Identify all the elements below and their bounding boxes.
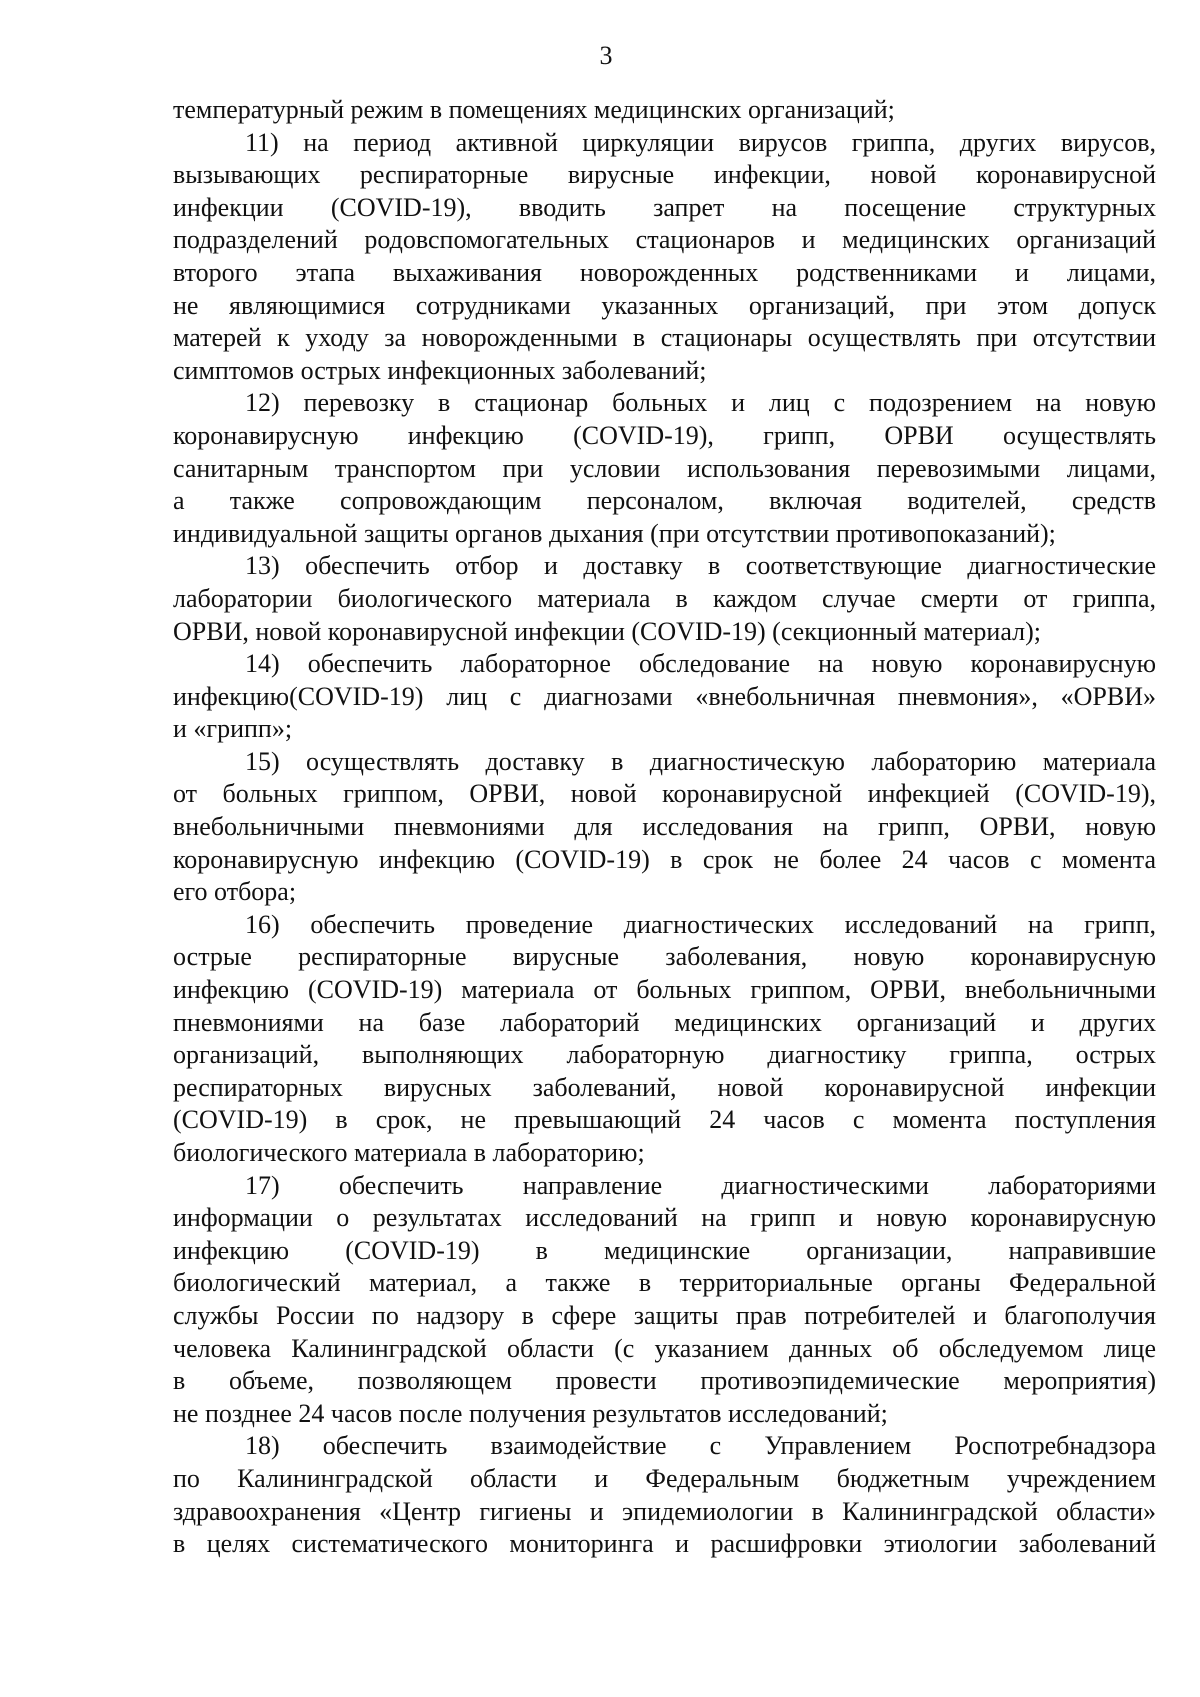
- text-line: 17) обеспечить направление диагностическими лабораториями: [245, 1170, 1156, 1200]
- text-line: биологический материал, а также в территориальные органы Федеральной: [173, 1268, 1156, 1298]
- text-line: биологического материала в лабораторию;: [173, 1138, 645, 1167]
- text-line: в объеме, позволяющем провести противоэпидемические мероприятия): [173, 1366, 1156, 1396]
- text-line: 16) обеспечить проведение диагностических исследований на грипп,: [245, 909, 1156, 939]
- text-line: вызывающих респираторные вирусные инфекции, новой коронавирусной: [173, 160, 1156, 190]
- text-line: ОРВИ, новой коронавирусной инфекции (COVID-19) (секционный материал);: [173, 616, 1041, 646]
- text-line: матерей к уходу за новорожденными в стационары осуществлять при отсутствии: [173, 323, 1156, 353]
- text-line: инфекцию (COVID-19) материала от больных гриппом, ОРВИ, внебольничными: [173, 975, 1156, 1005]
- text-line: 15) осуществлять доставку в диагностическую лабораторию материала: [245, 746, 1156, 776]
- text-line: по Калининградской области и Федеральным бюджетным учреждением: [173, 1463, 1156, 1493]
- text-line: его отбора;: [173, 877, 297, 907]
- text-line: 14) обеспечить лабораторное обследование на новую коронавирусную: [245, 649, 1156, 679]
- text-line: а также сопровождающим персоналом, включая водителей, средств: [173, 486, 1156, 516]
- text-line: инфекции (COVID-19), вводить запрет на посещение структурных: [173, 192, 1156, 222]
- text-line: 12) перевозку в стационар больных и лиц с подозрением на новую: [245, 388, 1156, 418]
- text-line: службы России по надзору в сфере защиты прав потребителей и благополучия: [173, 1300, 1156, 1330]
- text-line: 11) на период активной циркуляции вирусов гриппа, других вирусов,: [245, 127, 1156, 157]
- text-line: второго этапа выхаживания новорожденных родственниками и лицами,: [173, 257, 1156, 287]
- text-line: пневмониями на базе лабораторий медицинских организаций и других: [173, 1007, 1156, 1037]
- text-line: лаборатории биологического материала в каждом случае смерти от гриппа,: [173, 583, 1156, 613]
- text-line: (COVID-19) в срок, не превышающий 24 часов с момента поступления: [173, 1105, 1156, 1135]
- text-line: человека Калининградской области (с указанием данных об обследуемом лице: [173, 1333, 1156, 1363]
- text-line: респираторных вирусных заболеваний, новой коронавирусной инфекции: [173, 1072, 1156, 1102]
- text-line: не позднее 24 часов после получения результатов исследований;: [173, 1398, 888, 1428]
- text-line: острые респираторные вирусные заболевания, новую коронавирусную: [173, 942, 1156, 972]
- text-line: внебольничными пневмониями для исследования на грипп, ОРВИ, новую: [173, 812, 1156, 842]
- text-line: организаций, выполняющих лабораторную диагностику гриппа, острых: [173, 1040, 1156, 1070]
- text-line: инфекцию (COVID-19) в медицинские организации, направившие: [173, 1235, 1156, 1265]
- text-line: 13) обеспечить отбор и доставку в соответствующие диагностические: [245, 551, 1156, 581]
- document-body: [173, 94, 1156, 1561]
- text-line: 18) обеспечить взаимодействие с Управлением Роспотребнадзора: [245, 1431, 1156, 1461]
- page-number: 3: [599, 41, 613, 70]
- text-line: не являющимися сотрудниками указанных организаций, при этом допуск: [173, 290, 1156, 320]
- text-line: коронавирусную инфекцию (COVID-19) в срок не более 24 часов с момента: [173, 844, 1156, 874]
- text-line: подразделений родовспомогательных стационаров и медицинских организаций: [173, 225, 1156, 255]
- text-line: здравоохранения «Центр гигиены и эпидемиологии в Калининградской области»: [173, 1496, 1156, 1526]
- text-line: санитарным транспортом при условии использования перевозимыми лицами,: [173, 453, 1156, 483]
- text-line: индивидуальной защиты органов дыхания (при отсутствии противопоказаний);: [173, 518, 1056, 548]
- text-line: симптомов острых инфекционных заболеваний;: [173, 355, 707, 385]
- text-line: в целях систематического мониторинга и расшифровки этиологии заболеваний: [173, 1529, 1156, 1559]
- text-line: и «грипп»;: [173, 714, 293, 744]
- text-line: информации о результатах исследований на грипп и новую коронавирусную: [173, 1203, 1156, 1233]
- text-line: температурный режим в помещениях медицинских организаций;: [173, 95, 895, 124]
- text-line: коронавирусную инфекцию (COVID-19), грипп, ОРВИ осуществлять: [173, 420, 1156, 450]
- text-line: инфекцию(COVID-19) лиц с диагнозами «внебольничная пневмония», «ОРВИ»: [173, 681, 1156, 711]
- text-line: от больных гриппом, ОРВИ, новой коронавирусной инфекцией (COVID-19),: [173, 779, 1156, 809]
